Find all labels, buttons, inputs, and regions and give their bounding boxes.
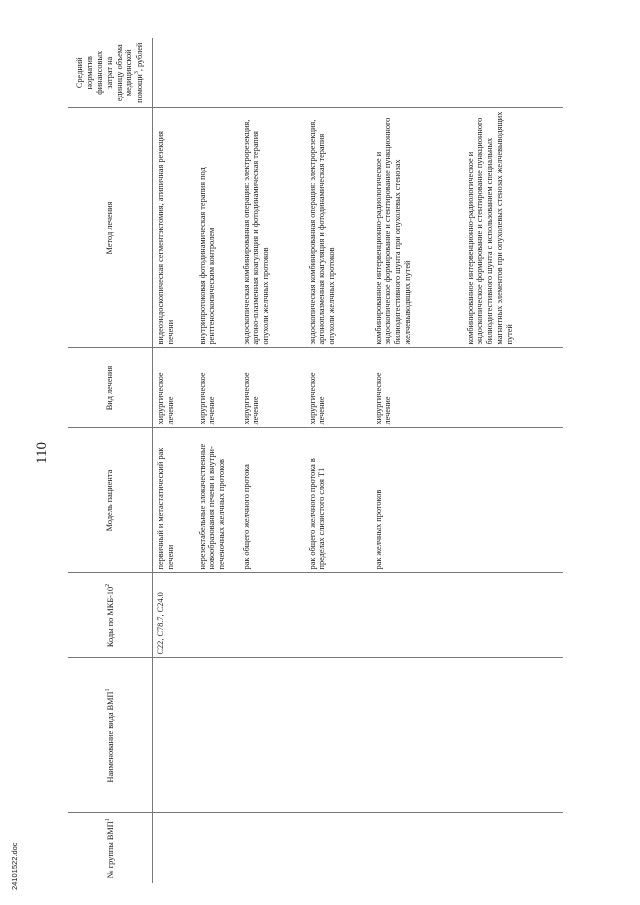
model-cell: первичный и метастатический рак печени (153, 428, 195, 573)
codes-cell (195, 573, 239, 658)
codes-cell: C22, C78.7, C24.0 (153, 573, 195, 658)
type-cell: хирургическое лечение (239, 348, 305, 428)
table-row (195, 38, 239, 883)
model-cell (463, 428, 563, 573)
type-cell: хирургическое лечение (305, 348, 371, 428)
table-row (371, 38, 463, 883)
header-norm: Средний норматив финансовых затрат на единицу объема медицинской помощи$^3$, рублей (68, 38, 153, 108)
model-cell: нерезектабельные злокачественные новообразования печени и внутри-печеночных желчных протоков (195, 428, 239, 573)
codes-cell (239, 573, 305, 658)
method-cell: видеоэндоскопическая сегментэктомия, атипичная резекция печени (153, 108, 195, 348)
codes-cell (463, 573, 563, 658)
header-group: № группы ВМП$^1$ (68, 813, 153, 883)
table-row (305, 38, 371, 883)
model-cell: рак желчных протоков (371, 428, 463, 573)
header-name: Наименование вида ВМП$^1$ (68, 658, 153, 813)
method-cell: комбинированное интервенционно-радиологическое и эндоскопическое формирование и стентирование пункционного билиодигестивного шунта с использованием специальных магнитных элементов при опухолевых стенозах желчевыводящих путей (463, 108, 563, 348)
method-cell: комбинированное интервенционно-радиологическое и эндоскопическое формирование и стентирование пункционного билиодигестивного шунта при опухолевых стенозах желчевыводящих путей (371, 108, 463, 348)
table-row (153, 38, 195, 883)
page-number: 110 (34, 442, 50, 464)
model-cell: рак общего желчного протока (239, 428, 305, 573)
method-cell: эндоскопическая комбинированная операция: электрорезекция, аргоноплазменная коагуляция и фотодинамическая терапия опухоли желчных протоков (305, 108, 371, 348)
header-treatment-type: Вид лечения (68, 348, 153, 428)
codes-cell (371, 573, 463, 658)
type-cell: хирургическое лечение (153, 348, 195, 428)
table-row (239, 38, 305, 883)
type-cell (463, 348, 563, 428)
table-header-row (68, 38, 153, 883)
table-row (463, 38, 563, 883)
codes-cell (305, 573, 371, 658)
method-cell: эндоскопическая комбинированная операция: электрорезекция, аргоно-плазменная коагуляция и фотодинамическая терапия опухоли желчных протоков (239, 108, 305, 348)
header-method: Метод лечения (68, 108, 153, 348)
type-cell: хирургическое лечение (371, 348, 463, 428)
header-codes: Коды по МКБ-$10^2$ (68, 573, 153, 658)
procedures-table (68, 38, 563, 883)
procedures-table-container (68, 33, 558, 883)
type-cell: хирургическое лечение (195, 348, 239, 428)
header-model: Модель пациента (68, 428, 153, 573)
model-cell: рак общего желчного протока в пределах слизистого слоя T1 (305, 428, 371, 573)
method-cell: внутрипротоковая фотодинамическая терапия под рентгеноскопическим контролем (195, 108, 239, 348)
